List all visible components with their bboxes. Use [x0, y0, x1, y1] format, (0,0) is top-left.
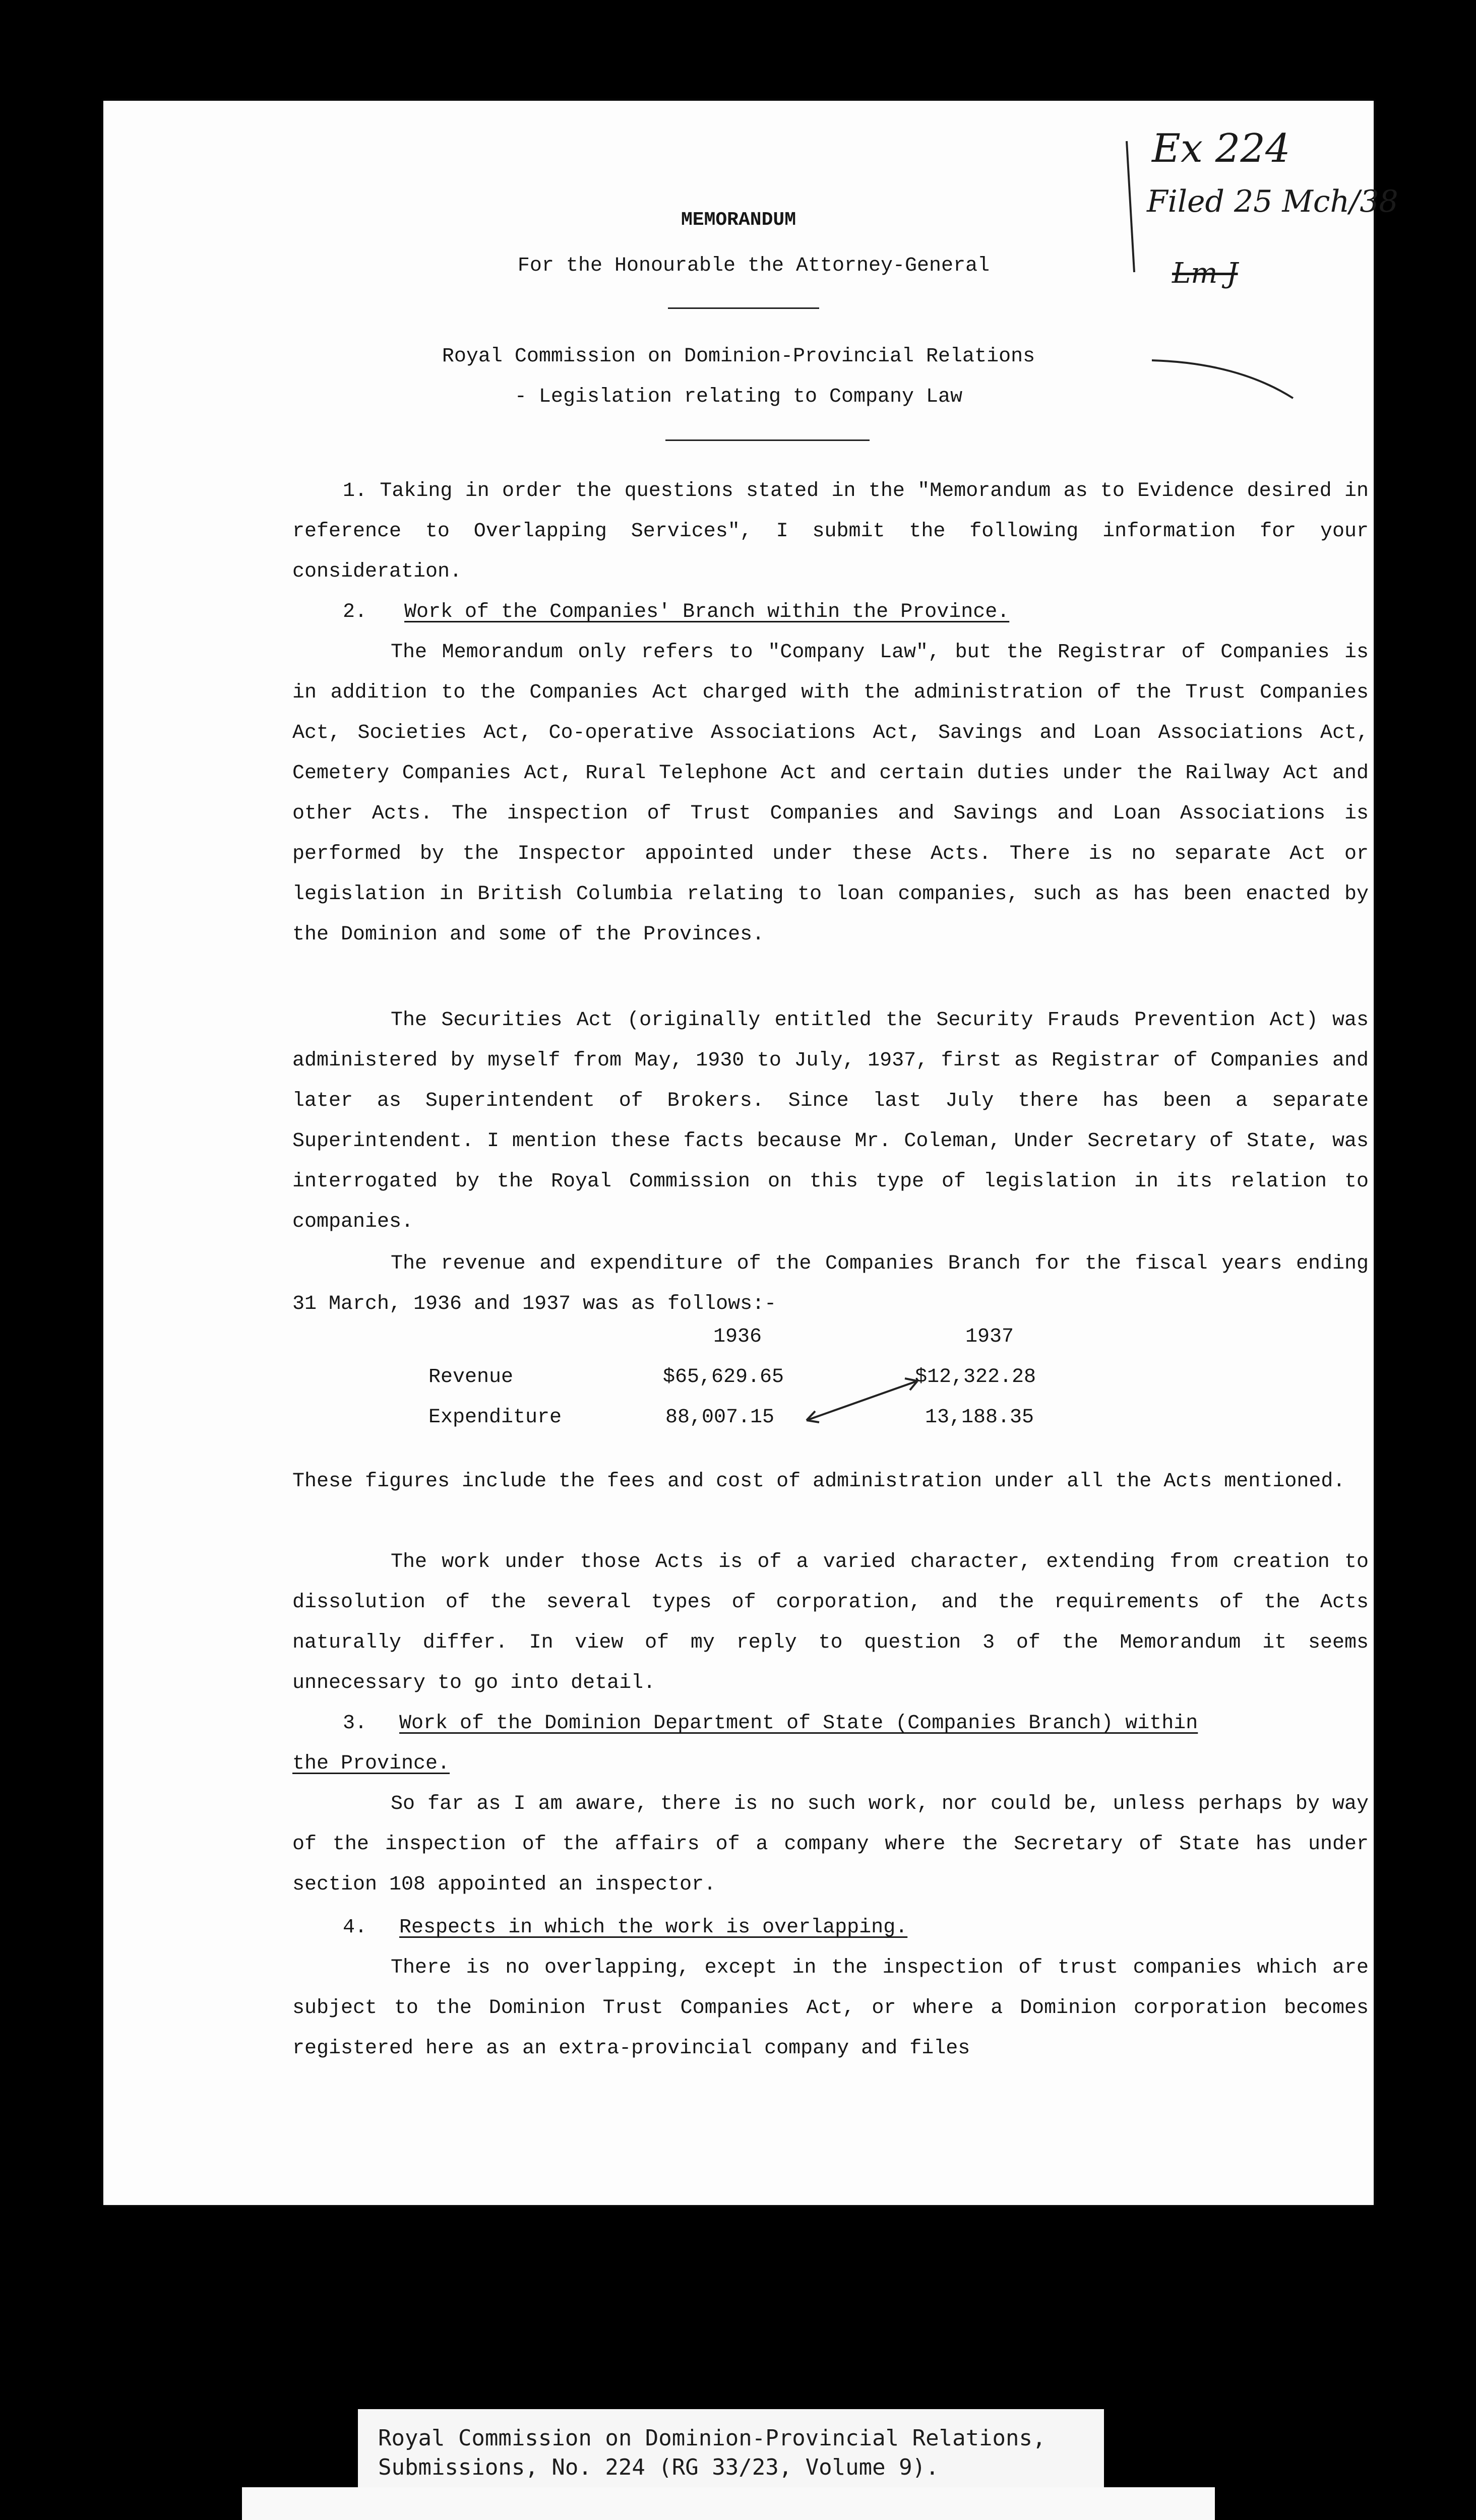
paragraph-1: 1. Taking in order the questions stated in the "Memorandum as to Evidence desired in reference to Overlapping Services", I submit the following information for your consideration. [292, 480, 1369, 583]
heading-4 [343, 1908, 907, 1948]
paragraph-2e: The work under those Acts is of a varied character, extending from creation to dissolution of the several types of corporation, and the requirements of the Acts naturally differ. In view of my reply to question 3 of the Memorandum it seems unnecessary to go into detail. [292, 1551, 1369, 1694]
heading-2-text: Work of the Companies' Branch within the Province. [404, 601, 1010, 623]
paragraph-4: There is no overlapping, except in the inspection of trust companies which are subject to the Dominion Trust Companies Act, or where a Dominion corporation becomes registered here as an extra-provincial company and files [292, 1957, 1369, 2060]
paragraph-2b: The Securities Act (originally entitled the Security Frauds Prevention Act) was administered by myself from May, 1930 to July, 1937, first as Registrar of Companies and later as Superintendent of Brokers. Since last July there has been a separate Superintendent. I mention these facts because Mr. Coleman, Under Secretary of State, was interrogated by the Royal Commission on this type of legislation in its relation to companies. [292, 1009, 1369, 1233]
column-header-1936: 1936 [713, 1326, 762, 1348]
column-header-1937: 1937 [965, 1326, 1014, 1348]
heading-4-text: Respects in which the work is overlapping. [399, 1916, 908, 1939]
memorandum-page [103, 101, 1398, 2205]
row-label-revenue: Revenue [428, 1366, 514, 1389]
heading-3-text: Work of the Dominion Department of State (Companies Branch) within [399, 1712, 1198, 1735]
expenditure-1936: 88,007.15 [665, 1406, 775, 1429]
paragraph-2c: The revenue and expenditure of the Companies Branch for the fiscal years ending 31 March, 1936 and 1937 was as follows:- [292, 1252, 1369, 1315]
heading-4-number: 4. [343, 1916, 367, 1939]
memo-subject-line-1: Royal Commission on Dominion-Provincial Relations [442, 345, 1035, 368]
initials-handwriting: Lm J [1172, 257, 1238, 290]
exhibit-handwriting: Ex 224 [1152, 126, 1290, 171]
annotation-arrow [103, 101, 1374, 1462]
paragraph-2a: The Memorandum only refers to "Company Law", but the Registrar of Companies is in addition to the Companies Act charged with the administration of the Trust Companies Act, Societies Act, Co-operative Associations Act, Savings and Loan Associations Act, Cemetery Companies Act, Rural Telephone Act and certain duties under the Railway Act and other Acts. The inspection of Trust Companies and Savings and Loan Associations is performed by the Inspector appointed under these Acts. There is no separate Act or legislation in British Columbia relating to loan companies, such as has been enacted by the Dominion and some of the Provinces. [292, 641, 1369, 946]
row-label-expenditure: Expenditure [428, 1406, 562, 1429]
heading-3-number: 3. [343, 1712, 367, 1735]
heading-3-continued: the Province. [292, 1752, 450, 1775]
revenue-1937: $12,322.28 [915, 1366, 1036, 1389]
memo-subject-line-2: - Legislation relating to Company Law [514, 386, 963, 408]
filed-date-handwriting: Filed 25 Mch/38 [1147, 184, 1398, 219]
paragraph-3: So far as I am aware, there is no such work, nor could be, unless perhaps by way of the inspection of the affairs of a company where the Secretary of State has under section 108 appointed an inspector. [292, 1793, 1369, 1896]
revenue-1936: $65,629.65 [663, 1366, 784, 1389]
memo-title: MEMORANDUM [681, 209, 796, 231]
paragraph-2d: These figures include the fees and cost of administration under all the Acts mentioned. [292, 1470, 1345, 1493]
expenditure-1937: 13,188.35 [925, 1406, 1034, 1429]
public-archives-stamp [242, 2487, 1215, 2520]
slip-line-2: Submissions, No. 224 (RG 33/23, Volume 9). [378, 2454, 939, 2480]
slip-line-1: Royal Commission on Dominion-Provincial Relations, [378, 2425, 1046, 2451]
heading-2-number: 2. [343, 601, 367, 623]
memo-addressee: For the Honourable the Attorney-General [517, 255, 990, 277]
heading-3 [343, 1704, 1198, 1744]
